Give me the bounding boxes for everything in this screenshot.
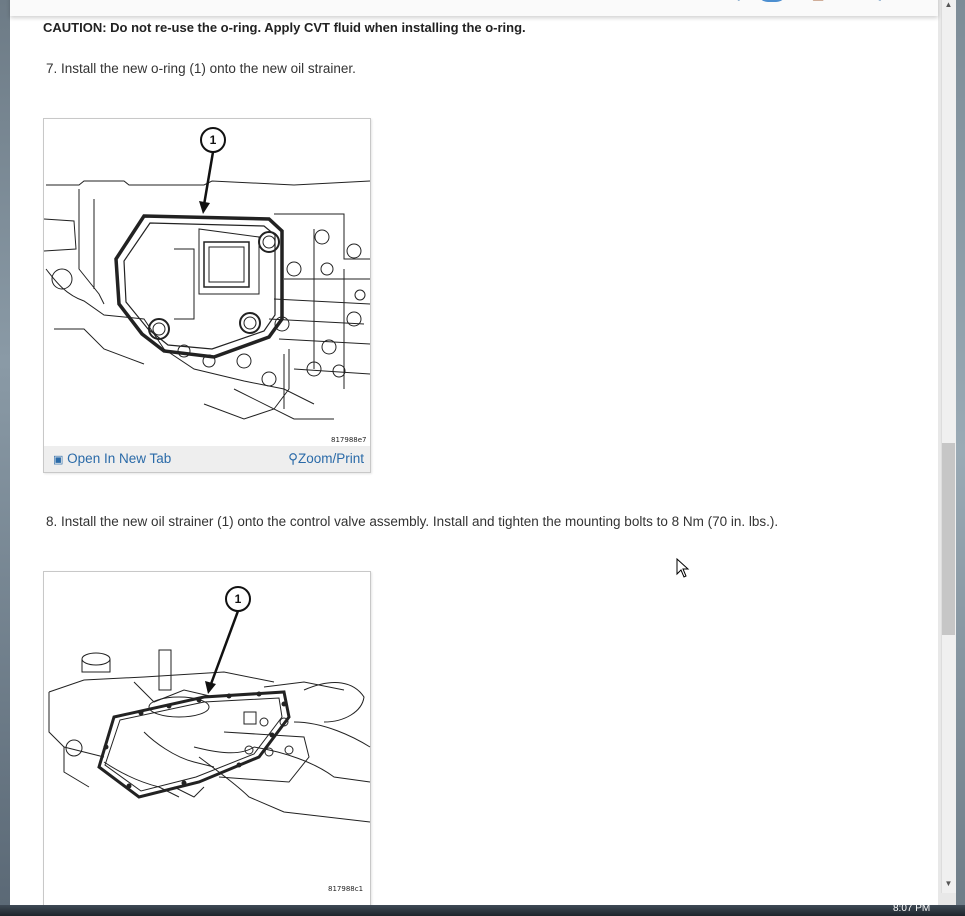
figure-2-callout: 1	[234, 592, 242, 606]
zoom-print-label: Zoom/Print	[297, 451, 364, 466]
step-7-text: 7. Install the new o-ring (1) onto the new oil strainer.	[46, 61, 356, 76]
create-quote-link[interactable]	[810, 0, 908, 2]
scroll-up-arrow[interactable]: ▲	[944, 0, 953, 9]
open-in-new-tab-label: Open In New Tab	[67, 451, 172, 466]
scroll-down-arrow[interactable]: ▼	[944, 879, 953, 888]
figure-1-callout: 1	[209, 133, 217, 147]
content-page	[10, 0, 938, 905]
step-8-text: 8. Install the new oil strainer (1) onto the control valve assembly. Install and tighten the mounting bolts to 8 Nm (70 in. lbs.).	[46, 514, 779, 529]
window-right-edge	[956, 0, 965, 905]
scrollbar-thumb[interactable]	[942, 443, 955, 635]
caution-note: CAUTION: Do not re-use the o-ring. Apply CVT fluid when installing the o-ring.	[43, 20, 526, 35]
mouse-pointer-icon	[676, 558, 690, 579]
new-tab-icon: ▣	[53, 454, 64, 466]
figure-2-id: 817988c1	[328, 885, 364, 893]
top-header-bar	[10, 0, 938, 16]
open-in-new-tab-link[interactable]	[53, 451, 171, 466]
zoom-print-link[interactable]	[288, 451, 364, 467]
community-label	[678, 0, 744, 1]
magnifier-icon: ⚲	[288, 451, 298, 466]
chat-icon	[658, 0, 675, 1]
strainer-illustration[interactable]	[44, 572, 370, 890]
community-count-badge	[757, 0, 787, 2]
create-quote-label	[830, 0, 908, 1]
figure-1-toolbar	[44, 446, 370, 472]
figure-oil-strainer	[43, 571, 371, 913]
figure-1-id: 817988e7	[331, 436, 367, 444]
taskbar-clock: 8:07 PM	[893, 903, 931, 914]
oring-illustration[interactable]	[44, 119, 370, 444]
quote-icon	[810, 0, 826, 1]
window-left-edge	[0, 0, 10, 905]
taskbar	[0, 905, 965, 916]
figure-oring	[43, 118, 371, 473]
community-link[interactable]	[658, 0, 744, 2]
